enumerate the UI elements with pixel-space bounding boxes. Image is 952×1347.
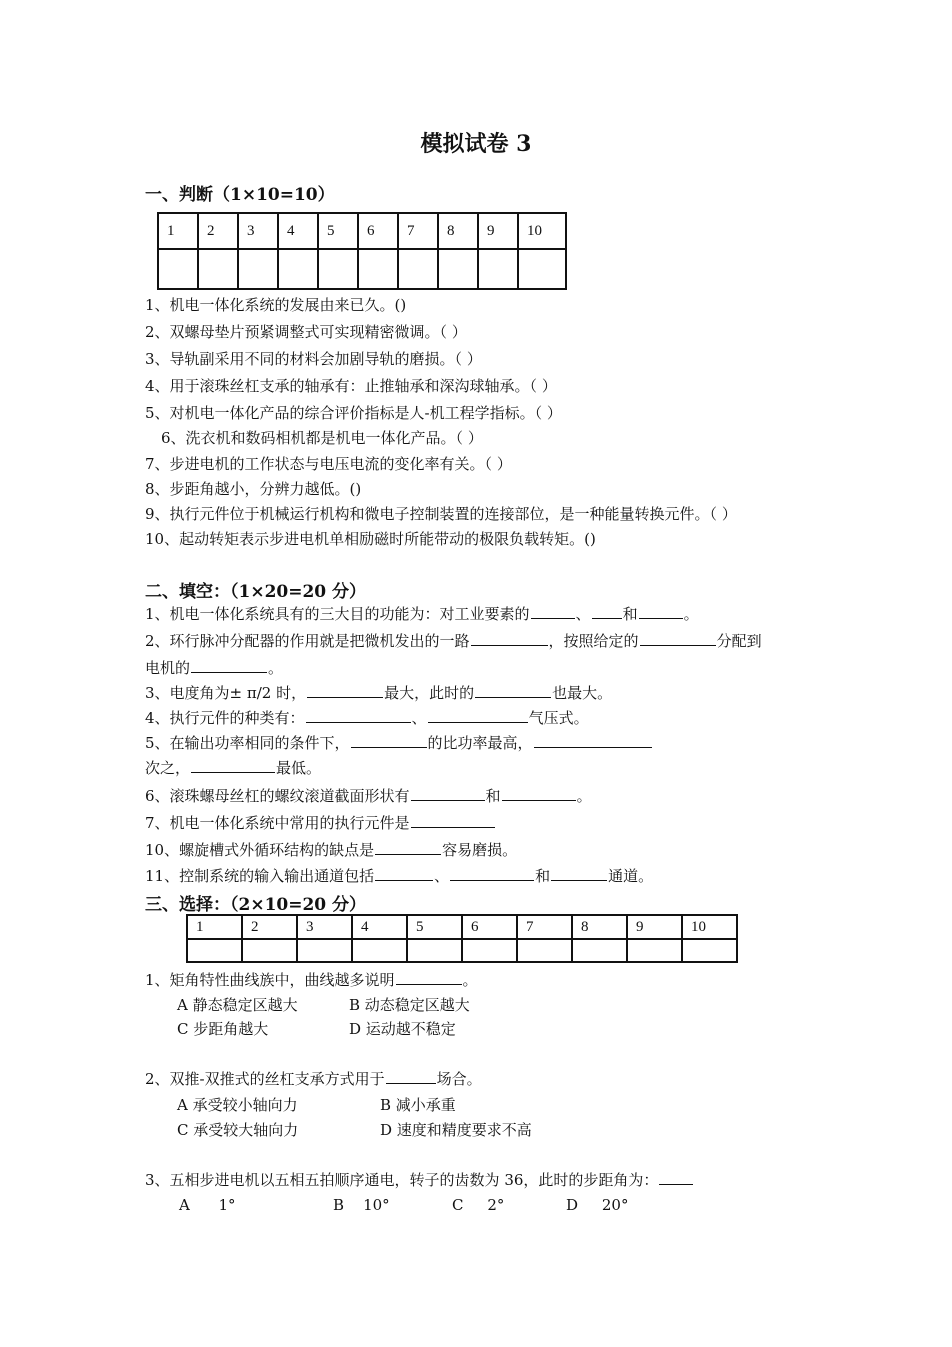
question-text: 的比功率最高， [427, 734, 533, 752]
fill-question-2 [145, 631, 762, 651]
answer-cell[interactable] [278, 249, 318, 289]
question-text: 、 [575, 605, 591, 623]
choice-question-2 [145, 1069, 482, 1089]
judgment-item: 3、导轨副采用不同的材料会加剧导轨的磨损。（ ） [145, 350, 482, 368]
choice-option-d[interactable]: D 20° [566, 1196, 629, 1214]
question-text: 11、控制系统的输入输出通道包括 [145, 867, 375, 885]
answer-cell[interactable] [407, 939, 462, 962]
choice-option-b[interactable]: B 减小承重 [380, 1096, 456, 1114]
fill-question-10 [145, 840, 517, 860]
fill-question-5-cont [145, 758, 321, 778]
question-text: 1、矩角特性曲线族中，曲线越多说明 [145, 971, 395, 989]
question-text: 。 [576, 787, 592, 805]
fill-question-5 [145, 733, 653, 753]
answer-blank[interactable] [428, 708, 528, 723]
section3-heading: 三、选择：（2×10=20 分） [145, 895, 367, 915]
answer-col-8: 8 [572, 915, 627, 939]
answer-cell[interactable] [572, 939, 627, 962]
answer-blank[interactable] [396, 970, 462, 985]
judgment-item: 9、执行元件位于机械运行机构和微电子控制装置的连接部位，是一种能量转换元件。（ ） [145, 505, 737, 523]
answer-col-3: 3 [238, 213, 278, 249]
question-text: 10、螺旋槽式外循环结构的缺点是 [145, 841, 375, 859]
answer-blank[interactable] [306, 708, 411, 723]
answer-cell[interactable] [238, 249, 278, 289]
answer-cell[interactable] [187, 939, 242, 962]
answer-blank[interactable] [411, 786, 485, 801]
question-text: 和 [622, 605, 638, 623]
question-text: 。 [268, 659, 284, 677]
answer-col-2: 2 [198, 213, 238, 249]
answer-blank[interactable] [351, 733, 427, 748]
choice-option-c[interactable]: C 步距角越大 [177, 1020, 269, 1038]
answer-blank[interactable] [191, 658, 267, 673]
fill-question-3 [145, 683, 612, 703]
question-text: 通道。 [608, 867, 654, 885]
question-text: 3、电度角为± π/2 时， [145, 684, 307, 702]
fill-question-1 [145, 604, 699, 624]
choice-option-d[interactable]: D 运动越不稳定 [349, 1020, 456, 1038]
answer-blank[interactable] [191, 758, 275, 773]
question-text: 次之， [145, 759, 191, 777]
answer-blank[interactable] [640, 631, 716, 646]
choice-option-c[interactable]: C 2° [452, 1196, 505, 1214]
question-text: 场合。 [436, 1070, 482, 1088]
question-text: 、 [434, 867, 450, 885]
question-text: 1、机电一体化系统具有的三大目的功能为：对工业要素的 [145, 605, 530, 623]
answer-col-1: 1 [187, 915, 242, 939]
answer-blank[interactable] [531, 604, 575, 619]
answer-col-6: 6 [358, 213, 398, 249]
judgment-item: 5、对机电一体化产品的综合评价指标是人-机工程学指标。（ ） [145, 404, 562, 422]
fill-question-11 [145, 866, 653, 886]
answer-blank[interactable] [471, 631, 548, 646]
answer-blank[interactable] [475, 683, 551, 698]
question-text: 3、五相步进电机以五相五拍顺序通电，转子的齿数为 36，此时的步距角为： [145, 1171, 659, 1189]
answer-cell[interactable] [158, 249, 198, 289]
question-text: 、 [411, 709, 427, 727]
question-text: 也最大。 [552, 684, 613, 702]
section2-heading: 二、填空：（1×20=20 分） [145, 582, 367, 602]
choice-option-c[interactable]: C 承受较大轴向力 [177, 1121, 299, 1139]
answer-cell[interactable] [318, 249, 358, 289]
question-text: 。 [683, 605, 699, 623]
answer-cell[interactable] [478, 249, 518, 289]
answer-col-8: 8 [438, 213, 478, 249]
answer-col-7: 7 [398, 213, 438, 249]
section1-heading: 一、判断（1×10=10） [145, 185, 335, 205]
answer-col-9: 9 [478, 213, 518, 249]
answer-blank[interactable] [639, 604, 683, 619]
answer-blank[interactable] [592, 604, 622, 619]
answer-blank[interactable] [375, 840, 441, 855]
answer-cell[interactable] [627, 939, 682, 962]
judgment-item: 1、机电一体化系统的发展由来已久。() [145, 296, 407, 314]
choice-question-3 [145, 1170, 694, 1190]
answer-blank[interactable] [659, 1170, 693, 1185]
question-text: 4、执行元件的种类有： [145, 709, 305, 727]
choice-question-1 [145, 970, 478, 990]
question-text: 6、滚珠螺母丝杠的螺纹滚道截面形状有 [145, 787, 410, 805]
answer-col-10: 10 [518, 213, 566, 249]
answer-col-7: 7 [517, 915, 572, 939]
answer-col-3: 3 [297, 915, 352, 939]
judgment-item: 6、洗衣机和数码相机都是机电一体化产品。（ ） [161, 429, 483, 447]
question-text: 和 [485, 787, 501, 805]
question-text: 和 [535, 867, 551, 885]
judgment-item: 8、步距角越小，分辨力越低。() [145, 480, 362, 498]
answer-col-6: 6 [462, 915, 517, 939]
answer-cell[interactable] [462, 939, 517, 962]
choice-option-a[interactable]: A 承受较小轴向力 [177, 1096, 298, 1114]
question-text: 最低。 [276, 759, 322, 777]
choice-answer-table [186, 914, 738, 963]
answer-col-2: 2 [242, 915, 297, 939]
choice-option-a[interactable]: A 1° [179, 1196, 236, 1214]
choice-option-a[interactable]: A 静态稳定区越大 [177, 996, 298, 1014]
answer-cell[interactable] [297, 939, 352, 962]
choice-option-b[interactable]: B 10° [333, 1196, 390, 1214]
question-text: ，按照给定的 [548, 632, 639, 650]
fill-question-7 [145, 813, 496, 833]
answer-col-9: 9 [627, 915, 682, 939]
answer-blank[interactable] [551, 866, 607, 881]
answer-cell[interactable] [242, 939, 297, 962]
choice-option-b[interactable]: B 动态稳定区越大 [349, 996, 470, 1014]
judgment-answer-table [157, 212, 567, 290]
question-text: 电机的 [145, 659, 191, 677]
answer-col-10: 10 [682, 915, 737, 939]
fill-question-2-cont [145, 658, 283, 678]
answer-cell[interactable] [518, 249, 566, 289]
judgment-item: 10、起动转矩表示步进电机单相励磁时所能带动的极限负载转矩。() [145, 530, 596, 548]
answer-col-4: 4 [278, 213, 318, 249]
question-text: 。 [462, 971, 478, 989]
answer-cell[interactable] [517, 939, 572, 962]
fill-question-6 [145, 786, 592, 806]
question-text: 分配到 [716, 632, 762, 650]
answer-cell[interactable] [358, 249, 398, 289]
answer-blank[interactable] [307, 683, 383, 698]
answer-blank[interactable] [411, 813, 495, 828]
answer-blank[interactable] [450, 866, 534, 881]
page-title: 模拟试卷 3 [420, 131, 532, 157]
answer-blank[interactable] [534, 733, 652, 748]
judgment-item: 7、步进电机的工作状态与电压电流的变化率有关。（ ） [145, 455, 512, 473]
answer-blank[interactable] [386, 1069, 436, 1084]
question-text: 最大，此时的 [384, 684, 475, 702]
answer-cell[interactable] [198, 249, 238, 289]
question-text: 2、环行脉冲分配器的作用就是把微机发出的一路 [145, 632, 470, 650]
judgment-item: 4、用于滚珠丝杠支承的轴承有：止推轴承和深沟球轴承。（ ） [145, 377, 557, 395]
answer-col-5: 5 [318, 213, 358, 249]
question-text: 2、双推-双推式的丝杠支承方式用于 [145, 1070, 385, 1088]
answer-col-4: 4 [352, 915, 407, 939]
question-text: 气压式。 [528, 709, 589, 727]
answer-blank[interactable] [502, 786, 576, 801]
answer-blank[interactable] [375, 866, 433, 881]
answer-col-5: 5 [407, 915, 462, 939]
judgment-item: 2、双螺母垫片预紧调整式可实现精密微调。（ ） [145, 323, 467, 341]
fill-question-4 [145, 708, 589, 728]
question-text: 容易磨损。 [442, 841, 518, 859]
answer-cell[interactable] [682, 939, 737, 962]
answer-cell[interactable] [352, 939, 407, 962]
answer-cell[interactable] [438, 249, 478, 289]
question-text: 5、在输出功率相同的条件下， [145, 734, 350, 752]
answer-col-1: 1 [158, 213, 198, 249]
answer-cell[interactable] [398, 249, 438, 289]
choice-option-d[interactable]: D 速度和精度要求不高 [380, 1121, 532, 1139]
question-text: 7、机电一体化系统中常用的执行元件是 [145, 814, 410, 832]
